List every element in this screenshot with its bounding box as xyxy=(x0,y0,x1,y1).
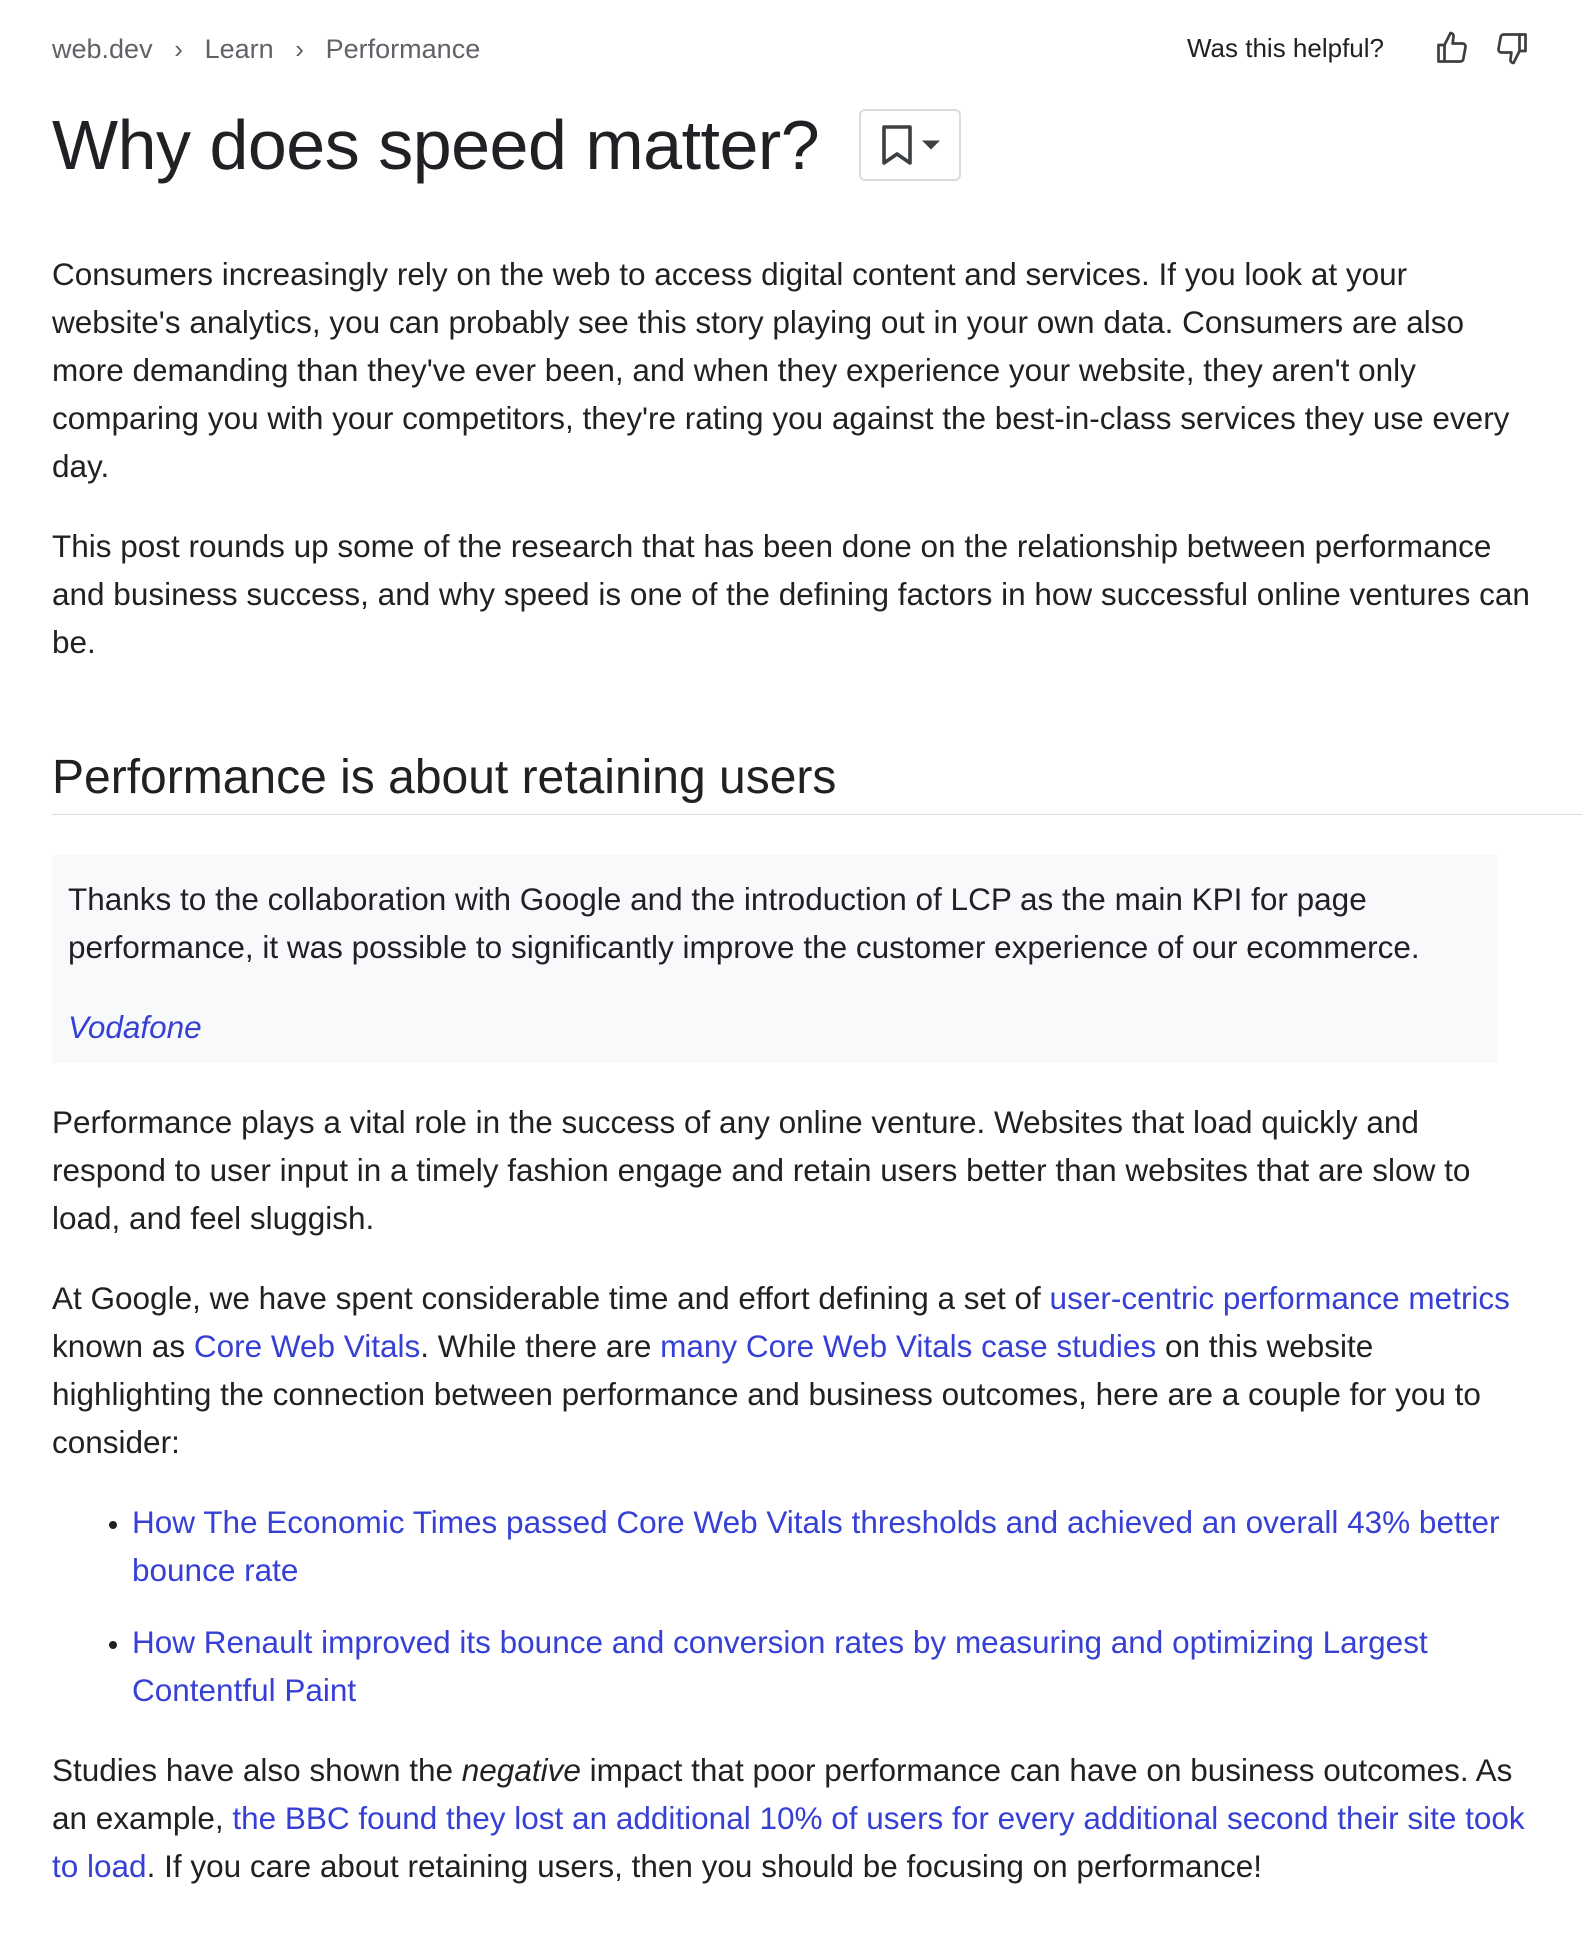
list-item xyxy=(132,1498,1562,1594)
section-divider xyxy=(52,814,1582,815)
emphasis-text: negative xyxy=(461,1752,581,1788)
paragraph-text: . If you care about retaining users, then you should be focusing on performance! xyxy=(146,1848,1263,1884)
thumb-down-icon[interactable] xyxy=(1494,30,1530,66)
thumb-up-icon[interactable] xyxy=(1434,30,1470,66)
intro-paragraph-2: This post rounds up some of the research that has been done on the relationship between performance and business success, and why speed is one of the defining factors in how successful online ventures can be. xyxy=(52,528,1530,660)
paragraph-text: known as xyxy=(52,1328,194,1364)
breadcrumb-item-webdev[interactable]: web.dev xyxy=(52,34,153,64)
list-item xyxy=(132,1618,1562,1714)
paragraph-text: . While there are xyxy=(420,1328,661,1364)
case-study-list xyxy=(52,1498,1562,1738)
quote-text: Thanks to the collaboration with Google and the introduction of LCP as the main KPI for page performance, it was possible to significantly improve the customer experience of our ecommerce. xyxy=(68,881,1420,965)
link-core-web-vitals[interactable]: Core Web Vitals xyxy=(193,1328,421,1364)
feedback-label: Was this helpful? xyxy=(1186,32,1384,63)
chevron-right-icon: › xyxy=(174,34,183,64)
link-case-studies[interactable]: many Core Web Vitals case studies xyxy=(660,1328,1157,1364)
body-paragraph-2 xyxy=(52,1274,1530,1466)
body-paragraph-1: Performance plays a vital role in the success of any online venture. Websites that load quickly and respond to user input in a timely fashion engage and retain users better than websites that are slow to load, and feel sluggish. xyxy=(52,1104,1471,1236)
body-paragraph-3 xyxy=(52,1746,1530,1890)
paragraph-text: At Google, we have spent considerable time and effort defining a set of xyxy=(52,1280,1050,1316)
section-heading: Performance is about retaining users xyxy=(52,751,837,804)
top-bar xyxy=(52,30,1530,70)
paragraph-text: impact that poor performance can have on business outcomes. As an example, xyxy=(52,1752,1513,1836)
breadcrumb xyxy=(52,34,480,65)
feedback-widget xyxy=(1187,30,1530,66)
intro-paragraph-1: Consumers increasingly rely on the web to access digital content and services. If you look at your website's analytics, you can probably see this story playing out in your own data. Consumers are also more demanding than they've ever been, and when they experience your website, they aren't only comparing you with your competitors, they're rating you against the best-in-class services they use every day. xyxy=(52,256,1510,484)
paragraph-text: Studies have also shown the xyxy=(52,1752,462,1788)
bookmark-button[interactable] xyxy=(859,109,961,181)
bookmark-icon xyxy=(880,125,914,165)
caret-down-icon xyxy=(922,140,940,150)
title-row xyxy=(52,102,961,188)
chevron-right-icon: › xyxy=(295,34,304,64)
paragraph-text: on this website highlighting the connection between performance and business outcomes, here are a couple for you to consider: xyxy=(52,1328,1481,1460)
breadcrumb-item-performance[interactable]: Performance xyxy=(325,34,481,64)
link-renault[interactable]: How Renault improved its bounce and conversion rates by measuring and optimizing Largest Contentful Paint xyxy=(132,1624,1428,1708)
page-title: Why does speed matter? xyxy=(52,106,820,184)
link-economic-times[interactable]: How The Economic Times passed Core Web Vitals thresholds and achieved an overall 43% better bounce rate xyxy=(132,1504,1500,1588)
link-bbc-study[interactable]: the BBC found they lost an additional 10% of users for every additional second their site took to load xyxy=(52,1800,1525,1884)
breadcrumb-item-learn[interactable]: Learn xyxy=(204,34,274,64)
quote-citation-link[interactable]: Vodafone xyxy=(68,1009,202,1045)
link-user-centric-metrics[interactable]: user-centric performance metrics xyxy=(1049,1280,1510,1316)
testimonial-quote xyxy=(52,855,1498,1063)
